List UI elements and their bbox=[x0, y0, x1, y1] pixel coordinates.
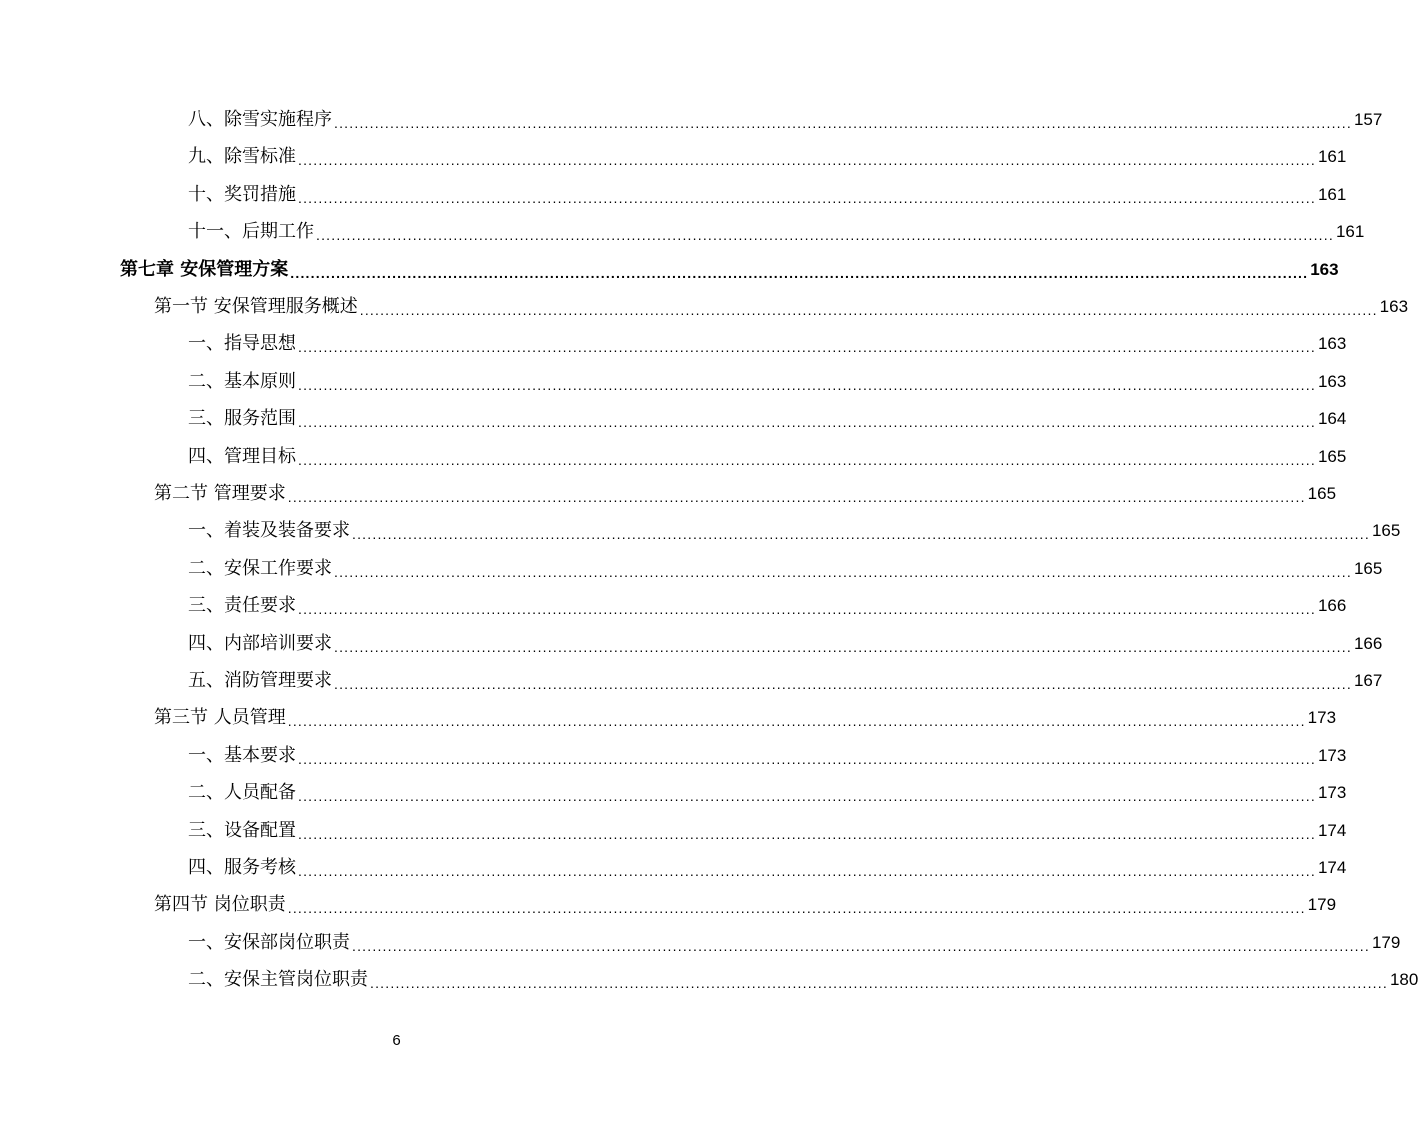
toc-dot-leader: ........................................................................................................................................................................................................ bbox=[287, 489, 1306, 505]
toc-dot-leader: ........................................................................................................................................................................................................ bbox=[287, 900, 1306, 917]
toc-dot-leader: ........................................................................................................................................................................................................ bbox=[298, 863, 1316, 879]
toc-dot-leader: ........................................................................................................................................................................................................ bbox=[298, 152, 1316, 169]
toc-subsection-entry[interactable] bbox=[188, 662, 1383, 692]
toc-dot-leader: ........................................................................................................................................................................................................ bbox=[298, 414, 1316, 431]
toc-dot-leader: ........................................................................................................................................................................................................ bbox=[316, 227, 1334, 244]
toc-subsection-entry[interactable] bbox=[188, 924, 1401, 954]
toc-entry-page: 164 bbox=[1317, 409, 1347, 429]
toc-section-entry[interactable] bbox=[154, 699, 1337, 730]
toc-dot-leader: ........................................................................................................................................................................................................ bbox=[298, 750, 1316, 767]
toc-dot-leader: ........................................................................................................................................................................................................ bbox=[298, 189, 1316, 206]
toc-entry-label: 二、安保工作要求 bbox=[188, 557, 332, 579]
toc-entry-page: 173 bbox=[1307, 708, 1337, 728]
toc-subsection-entry[interactable] bbox=[188, 812, 1347, 842]
toc-dot-leader: ........................................................................................................................................................................................................ bbox=[287, 713, 1306, 730]
toc-dot-leader: ........................................................................................................................................................................................................ bbox=[290, 264, 1309, 281]
toc-dot-leader: ........................................................................................................................................................................................................ bbox=[334, 676, 1352, 692]
toc-subsection-entry[interactable] bbox=[188, 961, 1418, 992]
toc-entry-label: 四、内部培训要求 bbox=[188, 632, 332, 654]
toc-subsection-entry[interactable] bbox=[188, 737, 1347, 767]
page-number: 6 bbox=[392, 1032, 401, 1049]
toc-dot-leader: ........................................................................................................................................................................................................ bbox=[359, 302, 1378, 318]
toc-entry-page: 179 bbox=[1307, 895, 1337, 915]
toc-section-entry[interactable] bbox=[154, 886, 1337, 917]
toc-entry-page: 161 bbox=[1335, 222, 1365, 242]
toc-subsection-entry[interactable] bbox=[188, 438, 1347, 468]
toc-subsection-entry[interactable] bbox=[188, 363, 1347, 393]
toc-entry-label: 第一节 安保管理服务概述 bbox=[154, 296, 358, 317]
toc-subsection-entry[interactable] bbox=[188, 587, 1347, 618]
toc-entry-page: 174 bbox=[1317, 820, 1347, 840]
toc-subsection-entry[interactable] bbox=[188, 512, 1401, 543]
toc-entry-page: 165 bbox=[1307, 484, 1337, 503]
toc-entry-page: 163 bbox=[1310, 259, 1339, 279]
toc-entry-page: 166 bbox=[1353, 633, 1383, 653]
toc-dot-leader: ........................................................................................................................................................................................................ bbox=[298, 451, 1316, 468]
toc-entry-label: 九、除雪标准 bbox=[188, 146, 296, 168]
toc-subsection-entry[interactable] bbox=[188, 774, 1347, 805]
toc-subsection-entry[interactable] bbox=[188, 325, 1347, 356]
toc-subsection-entry[interactable] bbox=[188, 176, 1347, 206]
toc-entry-page: 166 bbox=[1317, 596, 1347, 616]
toc-entry-page: 163 bbox=[1379, 297, 1409, 316]
toc-section-entry[interactable] bbox=[154, 288, 1409, 318]
toc-entry-label: 二、人员配备 bbox=[188, 782, 296, 804]
toc-dot-leader: ........................................................................................................................................................................................................ bbox=[352, 526, 1370, 543]
toc-entry-label: 二、安保主管岗位职责 bbox=[188, 969, 368, 991]
toc-entry-label: 十一、后期工作 bbox=[188, 221, 314, 243]
toc-entry-label: 三、设备配置 bbox=[188, 819, 296, 841]
toc-entry-label: 一、着装及装备要求 bbox=[188, 520, 350, 542]
toc-entry-page: 174 bbox=[1317, 858, 1347, 877]
toc-entry-page: 165 bbox=[1353, 558, 1383, 578]
toc-entry-label: 二、基本原则 bbox=[188, 370, 296, 392]
toc-subsection-entry[interactable] bbox=[188, 550, 1383, 580]
toc-dot-leader: ........................................................................................................................................................................................................ bbox=[298, 788, 1316, 805]
toc-entry-page: 163 bbox=[1317, 371, 1347, 391]
toc-subsection-entry[interactable] bbox=[188, 138, 1347, 169]
toc-subsection-entry[interactable] bbox=[188, 849, 1347, 879]
toc-entry-page: 163 bbox=[1317, 334, 1347, 354]
toc-entry-page: 165 bbox=[1317, 446, 1347, 466]
toc-dot-leader: ........................................................................................................................................................................................................ bbox=[298, 825, 1316, 842]
toc-entry-label: 三、责任要求 bbox=[188, 595, 296, 617]
toc-dot-leader: ........................................................................................................................................................................................................ bbox=[298, 339, 1316, 356]
toc-entry-label: 五、消防管理要求 bbox=[188, 670, 332, 691]
toc-subsection-entry[interactable] bbox=[188, 625, 1383, 655]
toc-dot-leader: ........................................................................................................................................................................................................ bbox=[298, 376, 1316, 393]
toc-subsection-entry[interactable] bbox=[188, 400, 1347, 431]
toc-entry-page: 161 bbox=[1317, 184, 1347, 204]
toc-entry-label: 第四节 岗位职责 bbox=[154, 894, 286, 916]
toc-entry-label: 第三节 人员管理 bbox=[154, 707, 286, 729]
toc-dot-leader: ........................................................................................................................................................................................................ bbox=[334, 115, 1352, 131]
toc-dot-leader: ........................................................................................................................................................................................................ bbox=[370, 975, 1388, 992]
toc-entry-label: 十、奖罚措施 bbox=[188, 183, 296, 205]
toc-entry-page: 180 bbox=[1389, 970, 1418, 990]
toc-entry-page: 165 bbox=[1371, 521, 1401, 541]
toc-entry-label: 一、基本要求 bbox=[188, 744, 296, 766]
toc-subsection-entry[interactable] bbox=[188, 101, 1383, 131]
toc-entry-page: 157 bbox=[1353, 110, 1383, 129]
toc-dot-leader: ........................................................................................................................................................................................................ bbox=[334, 563, 1352, 580]
toc-entry-label: 第二节 管理要求 bbox=[154, 483, 286, 504]
toc-entry-label: 八、除雪实施程序 bbox=[188, 109, 332, 130]
toc-entry-label: 第七章 安保管理方案 bbox=[120, 258, 289, 280]
toc-entry-label: 一、指导思想 bbox=[188, 333, 296, 355]
toc-entry-label: 四、管理目标 bbox=[188, 445, 296, 467]
toc-dot-leader: ........................................................................................................................................................................................................ bbox=[298, 601, 1316, 618]
toc-entry-page: 173 bbox=[1317, 783, 1347, 803]
toc-entry-label: 一、安保部岗位职责 bbox=[188, 931, 350, 953]
toc-chapter-entry[interactable] bbox=[120, 251, 1339, 281]
toc-dot-leader: ........................................................................................................................................................................................................ bbox=[352, 937, 1370, 954]
toc-section-entry[interactable] bbox=[154, 475, 1337, 505]
toc-subsection-entry[interactable] bbox=[188, 213, 1365, 244]
toc-entry-label: 四、服务考核 bbox=[188, 857, 296, 878]
toc-entry-page: 161 bbox=[1317, 147, 1347, 167]
toc-dot-leader: ........................................................................................................................................................................................................ bbox=[334, 638, 1352, 655]
toc-entry-page: 167 bbox=[1353, 671, 1383, 690]
toc-entry-page: 173 bbox=[1317, 745, 1347, 765]
toc-entry-label: 三、服务范围 bbox=[188, 408, 296, 430]
toc-entry-page: 179 bbox=[1371, 932, 1401, 952]
